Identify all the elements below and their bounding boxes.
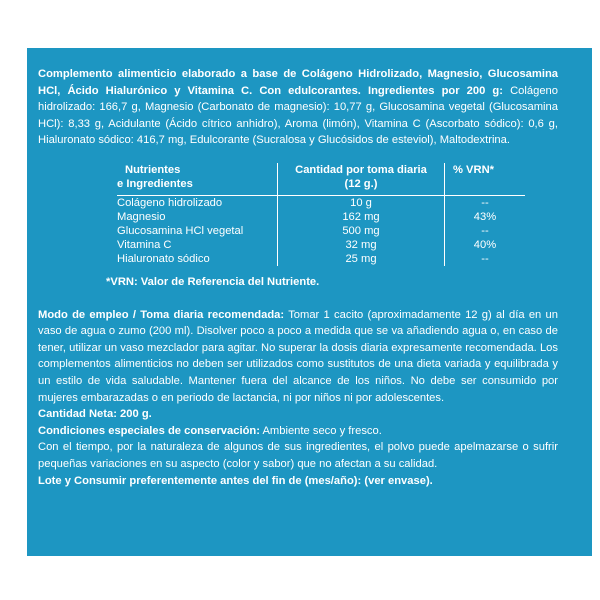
label-panel	[27, 48, 592, 556]
table-row	[117, 195, 525, 210]
nutrient-quantity: 500 mg	[278, 224, 445, 238]
intro-heading: Complemento alimenticio elaborado a base de Colágeno Hidrolizado, Magnesio, Glucosamina HCl, Ácido Hialurónico y Vitamina C. Con edulcorantes. Ingredientes por 200 g:	[38, 68, 558, 97]
storage-paragraph	[38, 423, 558, 440]
nutrition-table	[117, 163, 525, 266]
lot-expiry: Lote y Consumir preferentemente antes del fin de (mes/año): (ver envase).	[38, 474, 433, 487]
col-nutrients-header-2: e Ingredientes	[117, 177, 193, 190]
usage-heading: Modo de empleo / Toma diaria recomendada:	[38, 308, 285, 321]
nutrient-quantity: 25 mg	[278, 252, 445, 266]
col-nutrients-header: Nutrientes	[125, 163, 181, 176]
ingredients-text: Colágeno hidrolizado: 166,7 g, Magnesio (Carbonato de magnesio): 10,77 g, Glucosamina vegetal (Glucosamina HCl): 8,33 g, Acidulante (Ácido cítrico anhidro), Aroma (limón), Vitamina C (Ascorbato sódico): 0,6 g, Hialuronato sódico: 416,7 mg, Edulcorante (Sucralosa y Glucósidos de esteviol), Maltodextrina.	[38, 84, 558, 147]
storage-heading: Condiciones especiales de conservación:	[38, 424, 260, 437]
nutrient-vrn: --	[445, 195, 526, 210]
nutrient-vrn: 43%	[445, 210, 526, 224]
label-content	[38, 66, 558, 489]
storage-text: Ambiente seco y fresco.	[259, 424, 382, 437]
storage-note: Con el tiempo, por la naturaleza de algunos de sus ingredientes, el polvo puede apelmazarse o sufrir pequeñas variaciones en su aspecto (color y sabor) que no afectan a su calidad.	[38, 441, 558, 470]
usage-text: Tomar 1 cacito (aproximadamente 12 g) al día en un vaso de agua o zumo (200 ml). Disolver poco a poco a medida que se va añadiendo agua o, en caso de tener, utilizar un vaso mezclador para agitar. No superar la dosis diaria expresamente recomendada. Los complementos alimenticios no deben ser utilizados como sustitutos de una dieta variada y equilibrada y un estilo de vida saludable. Mantener fuera del alcance de los niños. No debe ser consumido por mujeres embarazadas o en periodo de lactancia, ni por niños ni por adolescentes.	[38, 308, 558, 404]
nutrient-vrn: --	[445, 252, 526, 266]
nutrient-name: Colágeno hidrolizado	[117, 196, 223, 209]
col-vrn-header: % VRN*	[445, 163, 526, 177]
nutrient-quantity: 162 mg	[278, 210, 445, 224]
nutrient-name: Glucosamina HCl vegetal	[117, 224, 244, 237]
col-quantity-header-2: (12 g.)	[278, 177, 445, 196]
nutrient-vrn: --	[445, 224, 526, 238]
nutrient-quantity: 10 g	[278, 195, 445, 210]
col-vrn-header-2	[445, 177, 526, 196]
table-row	[117, 238, 525, 252]
table-row	[117, 252, 525, 266]
nutrient-name: Vitamina C	[117, 238, 172, 251]
nutrition-table-wrap	[117, 163, 537, 266]
nutrient-name: Magnesio	[117, 210, 166, 223]
ingredients-paragraph	[38, 66, 558, 149]
net-quantity: Cantidad Neta: 200 g.	[38, 408, 152, 421]
nutrient-name: Hialuronato sódico	[117, 252, 210, 265]
col-quantity-header: Cantidad por toma diaria	[278, 163, 445, 177]
vrn-footnote: *VRN: Valor de Referencia del Nutriente.	[106, 275, 320, 288]
nutrient-vrn: 40%	[445, 238, 526, 252]
nutrient-quantity: 32 mg	[278, 238, 445, 252]
table-row	[117, 224, 525, 238]
usage-paragraph	[38, 307, 558, 407]
table-row	[117, 210, 525, 224]
